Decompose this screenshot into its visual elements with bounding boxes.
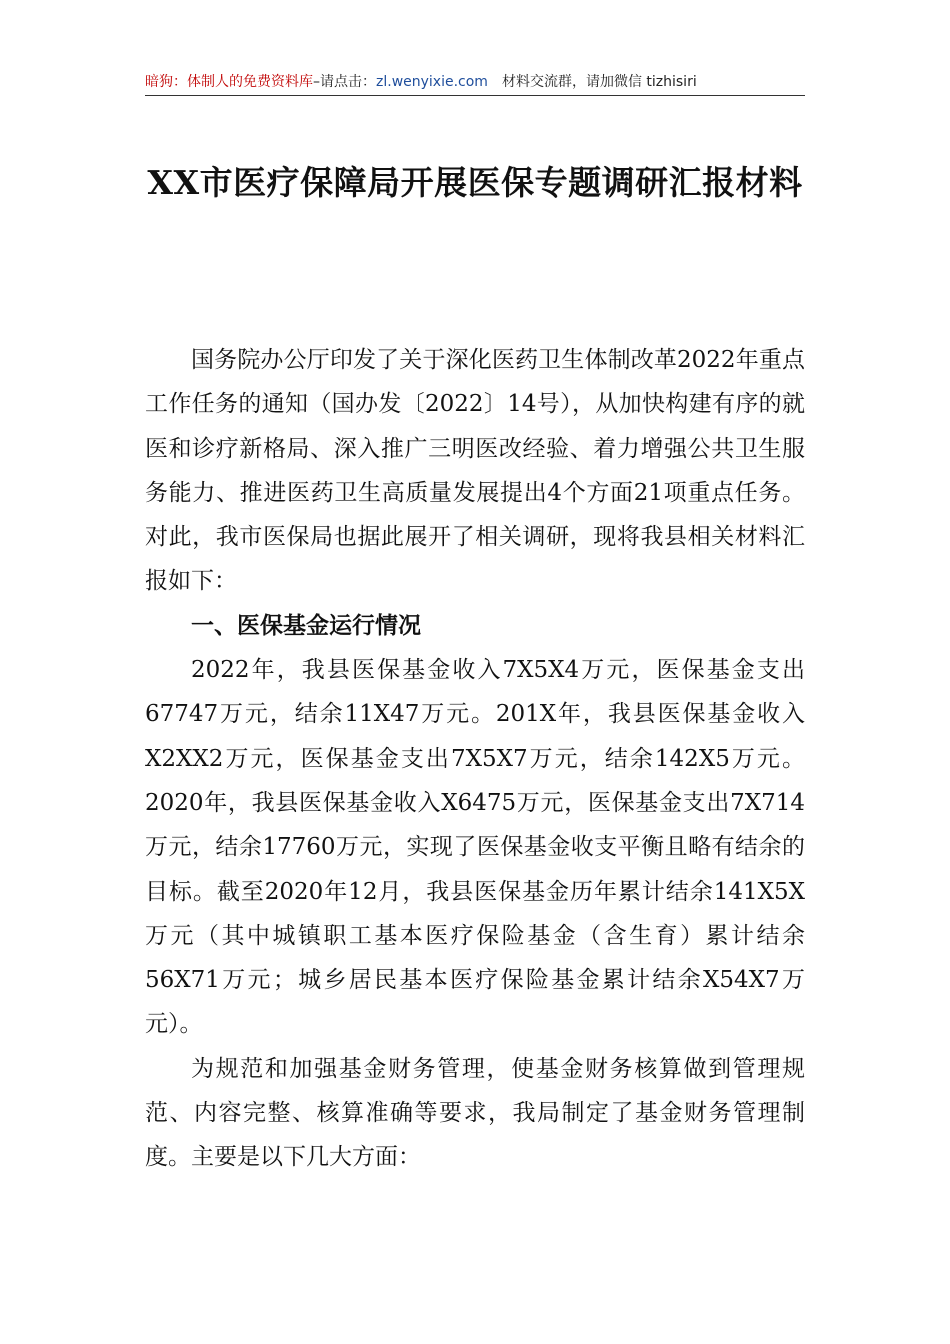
header-brand-text: 暗狗：体制人的免费资料库 (145, 74, 313, 90)
header-divider (145, 95, 805, 96)
document-title: XX市医疗保障局开展医保专题调研汇报材料 (147, 163, 803, 202)
page-header (145, 70, 805, 94)
management-paragraph: 为规范和加强基金财务管理，使基金财务核算做到管理规范、内容完整、核算准确等要求，我局制定了基金财务管理制度。主要是以下几大方面： (145, 1055, 805, 1171)
header-url-link[interactable]: zl.wenyixie.com (376, 74, 488, 90)
fund-figures-paragraph: 2022年，我县医保基金收入7X5X4万元，医保基金支出67747万元，结余11X47万元。201X年，我县医保基金收入X2XX2万元，医保基金支出7X5X7万元，结余142X5万元。2020年，我县医保基金收入X6475万元，医保基金支出7X714万元，结余17760万元，实现了医保基金收支平衡且略有结余的目标。截至2020年12月，我县医保基金历年累计结余141X5X万元（其中城镇职工基本医疗保险基金（含生育）累计结余56X71万元；城乡居民基本医疗保险基金累计结余X54X7万元）。 (145, 657, 805, 1038)
header-click-prompt: –请点击： (313, 74, 376, 90)
document-body (145, 338, 805, 1180)
header-wechat-note: 材料交流群，请加微信 tizhisiri (501, 74, 697, 90)
section-heading: 一、医保基金运行情况 (191, 612, 421, 639)
intro-paragraph: 国务院办公厅印发了关于深化医药卫生体制改革2022年重点工作任务的通知（国办发〔2022〕14号），从加快构建有序的就医和诊疗新格局、深入推广三明医改经验、着力增强公共卫生服务能力、推进医药卫生高质量发展提出4个方面21项重点任务。对此，我市医保局也据此展开了相关调研，现将我县相关材料汇报如下： (145, 347, 805, 595)
